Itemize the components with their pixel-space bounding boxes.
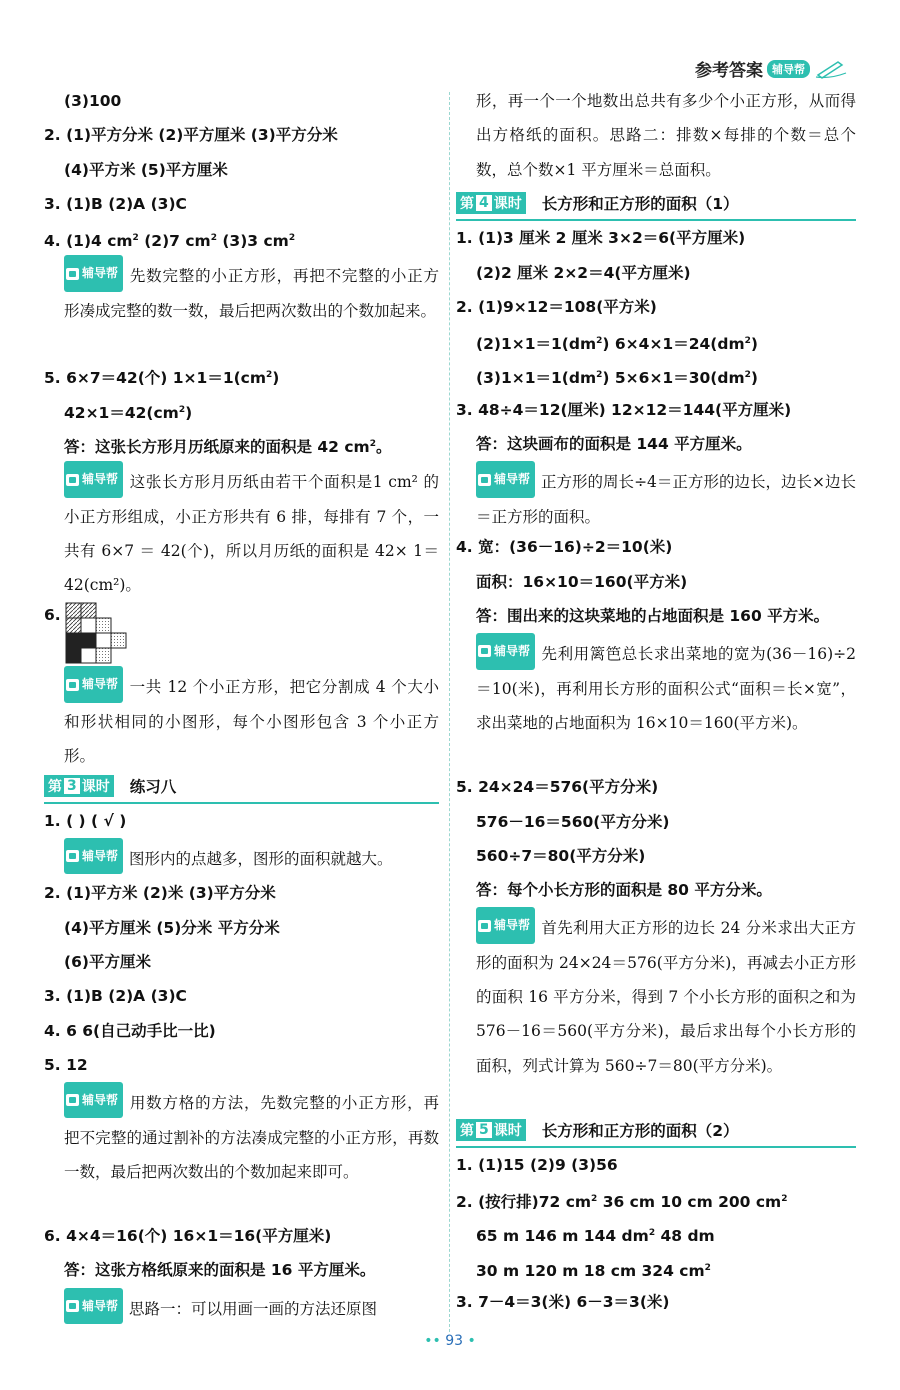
answer-line: 答：这块画布的面积是 144 平方厘米。 <box>476 435 752 454</box>
lesson-tag: 第 5 课时 <box>456 1119 526 1141</box>
tip-paragraph: 辅导帮 首先利用大正方形的边长 24 分米求出大正方形的面积为 24×24＝576(平方分米)，再减去小正方形的面积 16 平方分米，得到 7 个小长方形的面积之和为 576－16＝560(平方分米)，最后求出每个小长方形的面积，列式计算为 560÷7＝80(平方分米)。 <box>456 907 856 1113</box>
answer-line: 答：这张方格纸原来的面积是 16 平方厘米。 <box>64 1261 376 1280</box>
answer-line: 5. 24×24＝576(平方分米) <box>456 778 659 797</box>
book-icon <box>66 1094 79 1106</box>
answer-line: 3. 48÷4＝12(厘米) 12×12＝144(平方厘米) <box>456 400 792 419</box>
tip-paragraph: 辅导帮 一共 12 个小正方形，把它分割成 4 个大小和形状相同的小图形，每个小图形包含 3 个小正方形。 <box>44 666 439 769</box>
answer-line: 4. (1)4 $cm^2$ (2)7 $cm^2$ (3)3 $cm^2$ <box>44 232 296 251</box>
answer-line: (6)平方厘米 <box>64 953 151 971</box>
lesson-tag: 第 3 课时 <box>44 775 114 797</box>
answer-line: 答：每个小长方形的面积是 80 平方分米。 <box>476 881 772 900</box>
lesson-title: 长方形和正方形的面积（2） <box>541 1121 739 1140</box>
answer-line: 4. 6 6(自己动手比一比) <box>44 1021 216 1040</box>
book-icon <box>478 645 491 657</box>
tip-badge: 辅导帮 <box>64 1082 123 1118</box>
figure-row <box>44 598 439 666</box>
lesson-title: 长方形和正方形的面积（1） <box>541 195 739 214</box>
answer-line: 6. <box>44 606 61 625</box>
answer-line: (4)平方厘米 (5)分米 平方分米 <box>64 918 280 937</box>
answer-line: (3)100 <box>64 92 122 110</box>
answer-line: 2. (1)平方分米 (2)平方厘米 (3)平方分米 <box>44 126 338 145</box>
book-icon <box>66 679 79 691</box>
answer-line: 4. 宽：(36－16)÷2＝10(米) <box>456 538 673 557</box>
answer-line: $(2)1\times 1=1(dm^2)$ $6\times 4\times 1=24(dm^2)$ <box>476 335 758 354</box>
answer-line: 5. 6×7＝42(个) $1\times 1=1(cm^2)$ <box>44 369 280 388</box>
answer-line: (2)2 厘米 2×2＝4(平方厘米) <box>476 263 691 282</box>
lesson-title: 练习八 <box>129 777 177 796</box>
tip-paragraph: 辅导帮 这张长方形月历纸由若干个面积是1 cm² 的小正方形组成，小正方形共有 6 排，每排有 7 个，一共有 6×7 ＝ 42(个)，所以月历纸的面积是 42× 1＝42(cm²)。 <box>44 461 439 598</box>
answer-line: 6. 4×4＝16(个) 16×1＝16(平方厘米) <box>44 1227 332 1246</box>
tip-badge: 辅导帮 <box>64 1288 123 1324</box>
header-title: 参考答案 <box>695 61 763 81</box>
answer-line: 65 m 146 m 144 $dm^2$ 48 dm <box>476 1227 715 1246</box>
answer-line: 3. (1)B (2)A (3)C <box>44 987 187 1006</box>
tip-continuation: 形，再一个一个地数出总共有多少个小正方形，从而得出方格纸的面积。思路二：排数×每排的个数＝总个数，总个数×1 平方厘米＝总面积。 <box>476 92 856 179</box>
column-divider <box>449 92 451 1332</box>
lesson-tag: 第 4 课时 <box>456 192 526 214</box>
tip-badge: 辅导帮 <box>64 461 123 497</box>
tip-paragraph: 辅导帮 正方形的周长÷4＝正方形的边长，边长×边长＝正方形的面积。 <box>456 461 856 530</box>
answer-line: 3. 7－4＝3(米) 6－3＝3(米) <box>456 1292 670 1311</box>
answer-line: 2. (1)9×12＝108(平方米) <box>456 297 657 316</box>
tip-paragraph: 辅导帮 图形内的点越多，图形的面积就越大。 <box>44 838 439 876</box>
answer-line: 30 m 120 m 18 cm 324 $cm^2$ <box>476 1261 711 1280</box>
answer-line: 答：这张长方形月历纸原来的面积是 42 $cm^2$。 <box>64 438 392 457</box>
tip-paragraph: 辅导帮 用数方格的方法，先数完整的小正方形，再把不完整的通过割补的方法凑成完整的小正方形，再数一数，最后把两次数出的个数加起来即可。 <box>44 1082 439 1219</box>
pen-icon <box>814 59 848 79</box>
lesson-header <box>456 187 856 221</box>
book-icon <box>478 474 491 486</box>
answer-line: 576－16＝560(平方分米) <box>476 812 670 831</box>
answer-line: (4)平方米 (5)平方厘米 <box>64 160 228 179</box>
tip-paragraph: 辅导帮 先数完整的小正方形，再把不完整的小正方形凑成完整的数一数，最后把两次数出的个数加起来。 <box>44 255 439 358</box>
answer-line: 1. ( ) ( √ ) <box>44 811 127 830</box>
answer-line: $(3)1\times 1=1(dm^2)$ $5\times 6\times 1=30(dm^2)$ <box>476 369 758 388</box>
header-badge: 辅导帮 <box>767 60 810 78</box>
answer-line: 3. (1)B (2)A (3)C <box>44 194 187 213</box>
tip-badge: 辅导帮 <box>476 461 535 497</box>
page-number: •• 93 • <box>424 1333 476 1349</box>
book-icon <box>66 1300 79 1312</box>
right-column <box>456 84 856 1319</box>
tip-badge: 辅导帮 <box>64 838 123 874</box>
tip-paragraph: 辅导帮 思路一：可以用画一画的方法还原图 <box>44 1288 439 1326</box>
answer-line: 答：围出来的这块菜地的占地面积是 160 平方米。 <box>476 606 830 625</box>
left-column <box>44 84 439 1326</box>
tip-badge: 辅导帮 <box>64 666 123 702</box>
answer-line: $42\times 1=42(cm^2)$ <box>64 403 193 422</box>
lesson-header <box>44 769 439 803</box>
divided-grid-figure <box>65 602 127 664</box>
tip-paragraph: 辅导帮 先利用篱笆总长求出菜地的宽为(36－16)÷2＝10(米)，再利用长方形的面积公式“面积＝长×宽”，求出菜地的占地面积为 16×10＝160(平方米)。 <box>456 633 856 770</box>
book-icon <box>66 474 79 486</box>
answer-line: 560÷7＝80(平方分米) <box>476 846 646 865</box>
answer-line: 1. (1)3 厘米 2 厘米 3×2＝6(平方厘米) <box>456 229 746 248</box>
tip-badge: 辅导帮 <box>64 255 123 291</box>
answer-line: 5. 12 <box>44 1055 88 1074</box>
answer-line: 2. (1)平方米 (2)米 (3)平方分米 <box>44 884 276 903</box>
answer-line: 1. (1)15 (2)9 (3)56 <box>456 1155 618 1174</box>
answer-line: 2. (按行排)72 $cm^2$ 36 cm 10 cm 200 $cm^2$ <box>456 1193 788 1212</box>
book-icon <box>66 268 79 280</box>
page-header <box>695 56 848 81</box>
book-icon <box>478 920 491 932</box>
book-icon <box>66 850 79 862</box>
answer-line: 面积：16×10＝160(平方米) <box>476 572 688 591</box>
tip-badge: 辅导帮 <box>476 633 535 669</box>
lesson-header <box>456 1113 856 1147</box>
tip-badge: 辅导帮 <box>476 907 535 943</box>
